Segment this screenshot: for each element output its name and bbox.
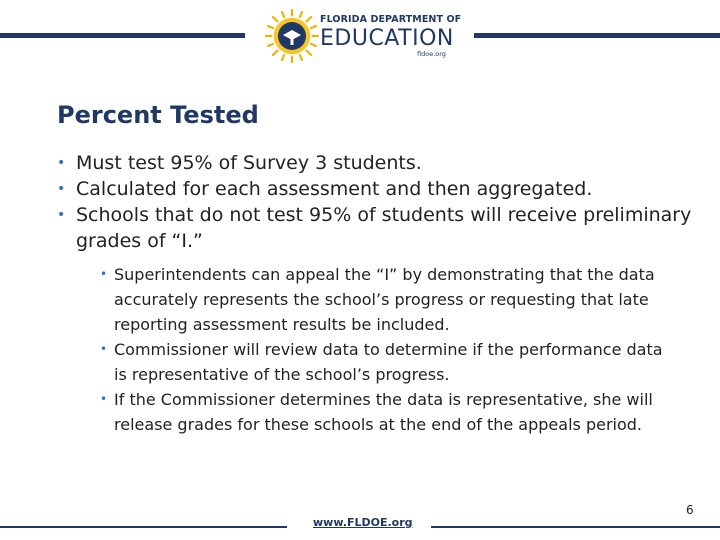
footer-website-link[interactable]: www.FLDOE.org — [313, 516, 413, 529]
sub-bullet-list — [100, 262, 680, 437]
bullet-list — [57, 150, 697, 437]
slide-title: Percent Tested — [57, 101, 259, 129]
page-number: 6 — [686, 503, 694, 517]
logo-url: fldoe.org — [417, 50, 446, 58]
sub-bullet-item — [100, 387, 680, 437]
sub-bullet-text: If the Commissioner determines the data is representative, she will release grades for these schools at the end of the appeals period. — [114, 390, 653, 434]
sub-bullet-dot-icon: • — [100, 342, 108, 356]
sub-bullet-item — [100, 337, 680, 387]
bullet-text: Schools that do not test 95% of students will receive preliminary grades of “I.” — [76, 204, 692, 252]
sub-bullet-dot-icon: • — [100, 267, 108, 281]
logo-wordmark: EDUCATION — [320, 26, 454, 51]
bullet-text: Calculated for each assessment and then aggregated. — [76, 178, 593, 200]
bullet-text: Must test 95% of Survey 3 students. — [76, 152, 422, 174]
bullet-dot-icon: • — [57, 207, 66, 223]
header-rule-right — [474, 33, 720, 38]
sub-bullet-item — [100, 262, 680, 337]
bullet-dot-icon: • — [57, 155, 66, 171]
sun-emblem-icon — [264, 8, 320, 64]
logo-agency-line: FLORIDA DEPARTMENT OF — [320, 14, 462, 25]
bullet-item — [57, 202, 697, 437]
footer-rule-right — [431, 526, 720, 528]
bullet-item — [57, 150, 697, 176]
bullet-dot-icon: • — [57, 181, 66, 197]
sub-bullet-dot-icon: • — [100, 392, 108, 406]
header-rule-left — [0, 33, 245, 38]
fldoe-logo — [262, 6, 462, 68]
bullet-item — [57, 176, 697, 202]
footer-rule-left — [0, 526, 287, 528]
sub-bullet-text: Commissioner will review data to determine if the performance data is representative of the school’s progress. — [114, 340, 663, 384]
sub-bullet-text: Superintendents can appeal the “I” by demonstrating that the data accurately represents the school’s progress or requesting that late reporting assessment results be included. — [114, 265, 655, 334]
